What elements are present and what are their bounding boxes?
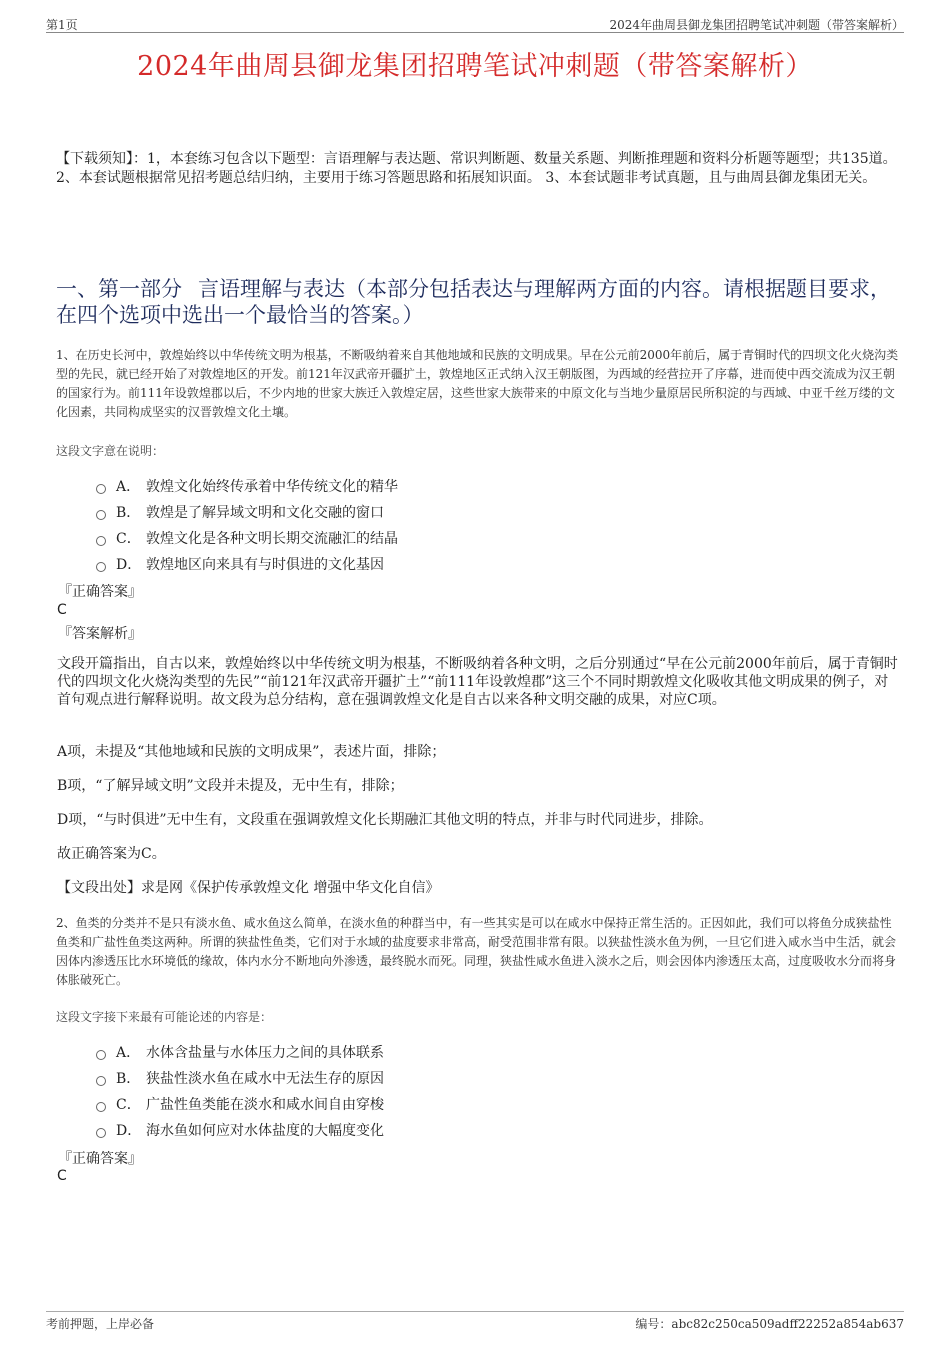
- question-2-options: [96, 1039, 796, 1143]
- radio-icon[interactable]: [96, 1050, 106, 1060]
- analysis-option-a: A项，未提及“其他地域和民族的文明成果”，表述片面，排除；: [57, 744, 446, 760]
- document-title: 2024年曲周县御龙集团招聘笔试冲刺题（带答案解析）: [137, 51, 813, 82]
- question-2-prompt: 这段文字接下来最有可能论述的内容是：: [56, 1010, 273, 1024]
- analysis-option-d: D项，“与时俱进”无中生有，文段重在强调敦煌文化长期融汇其他文明的特点，并非与时代同进步，排除。: [57, 812, 713, 828]
- radio-icon[interactable]: [96, 562, 106, 572]
- option-d[interactable]: D． 敦煌地区向来具有与时俱进的文化基因: [96, 551, 796, 577]
- option-b[interactable]: B． 敦煌是了解异域文明和文化交融的窗口: [96, 499, 796, 525]
- question-1-prompt: 这段文字意在说明：: [56, 444, 165, 458]
- analysis-paragraph: 文段开篇指出，自古以来，敦煌始终以中华传统文明为根基，不断吸纳着各种文明，之后分别通过“早在公元前2000年前后，属于青铜时代的四坝文化火烧沟类型的先民”“前121年汉武帝开疆扩土”“前111年设敦煌郡”这三个不同时期敦煌文化吸收其他文明成果的例子，对首句观点进行解释说明。故文段为总分结构，意在强调敦煌文化是自古以来各种文明交融的成果，对应C项。: [57, 656, 898, 708]
- answer-value: C: [57, 602, 67, 618]
- analysis-source: 【文段出处】求是网《保护传承敦煌文化 增强中华文化自信》: [57, 880, 440, 896]
- option-d[interactable]: D． 海水鱼如何应对水体盐度的大幅度变化: [96, 1117, 796, 1143]
- radio-icon[interactable]: [96, 484, 106, 494]
- radio-icon[interactable]: [96, 536, 106, 546]
- analysis-label: 『答案解析』: [58, 626, 142, 642]
- analysis-conclusion: 故正确答案为C。: [57, 846, 166, 862]
- option-c[interactable]: C． 敦煌文化是各种文明长期交流融汇的结晶: [96, 525, 796, 551]
- answer-label: 『正确答案』: [58, 584, 142, 600]
- radio-icon[interactable]: [96, 510, 106, 520]
- page-header: [46, 14, 904, 33]
- section-prefix: 一、第一部分: [56, 277, 182, 301]
- option-c[interactable]: C． 广盐性鱼类能在淡水和咸水间自由穿梭: [96, 1091, 796, 1117]
- answer-value: C: [57, 1168, 67, 1184]
- question-2-text: 2、鱼类的分类并不是只有淡水鱼、咸水鱼这么简单，在淡水鱼的种群当中，有一些其实是可以在咸水中保持正常生活的。正因如此，我们可以将鱼分成狭盐性鱼类和广盐性鱼类这两种。所谓的狭盐性鱼类，它们对于水域的盐度要求非常高，耐受范围非常有限。以狭盐性淡水鱼为例，一旦它们进入咸水当中生活，就会因体内渗透压比水环境低的缘故，体内水分不断地向外渗透，最终脱水而死。同理，狭盐性咸水鱼进入淡水之后，则会因体内渗透压太高，过度吸收水分而将身体胀破死亡。: [56, 916, 897, 987]
- page-footer: [46, 1311, 904, 1332]
- option-a[interactable]: A． 水体含盐量与水体压力之间的具体联系: [96, 1039, 796, 1065]
- section-text: 言语理解与表达（本部分包括表达与理解两方面的内容。请根据题目要求，在四个选项中选出一个最恰当的答案。）: [56, 277, 891, 327]
- download-notice: 【下载须知】：1，本套练习包含以下题型：言语理解与表达题、常识判断题、数量关系题、判断推理题和资料分析题等题型；共135道。 2、本套试题根据常见招考题总结归纳，主要用于练习答题思路和拓展知识面。 3、本套试题非考试真题，且与曲周县御龙集团无关。: [56, 151, 897, 186]
- page-number: 第1页: [46, 18, 78, 32]
- analysis-option-b: B项，“了解异域文明”文段并未提及，无中生有，排除；: [57, 778, 404, 794]
- footer-slogan: 考前押题，上岸必备: [46, 1317, 155, 1331]
- footer-doc-id: 编号：abc82c250ca509adff22252a854ab637: [635, 1317, 904, 1331]
- header-doc-title: 2024年曲周县御龙集团招聘笔试冲刺题（带答案解析）: [609, 18, 904, 32]
- section-heading: [56, 276, 901, 328]
- option-b[interactable]: B． 狭盐性淡水鱼在咸水中无法生存的原因: [96, 1065, 796, 1091]
- radio-icon[interactable]: [96, 1128, 106, 1138]
- radio-icon[interactable]: [96, 1076, 106, 1086]
- radio-icon[interactable]: [96, 1102, 106, 1112]
- question-1-text: 1、在历史长河中，敦煌始终以中华传统文明为根基，不断吸纳着来自其他地域和民族的文明成果。早在公元前2000年前后，属于青铜时代的四坝文化火烧沟类型的先民，就已经开始了对敦煌地区的开发。前121年汉武帝开疆扩土，敦煌地区正式纳入汉王朝版图，为西域的经营拉开了序幕，进而使中西交流成为汉王朝的国家行为。前111年设敦煌郡以后，不少内地的世家大族迁入敦煌定居，这些世家大族带来的中原文化与当地少量原居民所积淀的与西域、中亚千丝万缕的文化因素，共同构成坚实的汉晋敦煌文化土壤。: [56, 348, 899, 419]
- answer-label: 『正确答案』: [58, 1151, 142, 1167]
- option-a[interactable]: A． 敦煌文化始终传承着中华传统文化的精华: [96, 473, 796, 499]
- question-1-options: [96, 473, 796, 577]
